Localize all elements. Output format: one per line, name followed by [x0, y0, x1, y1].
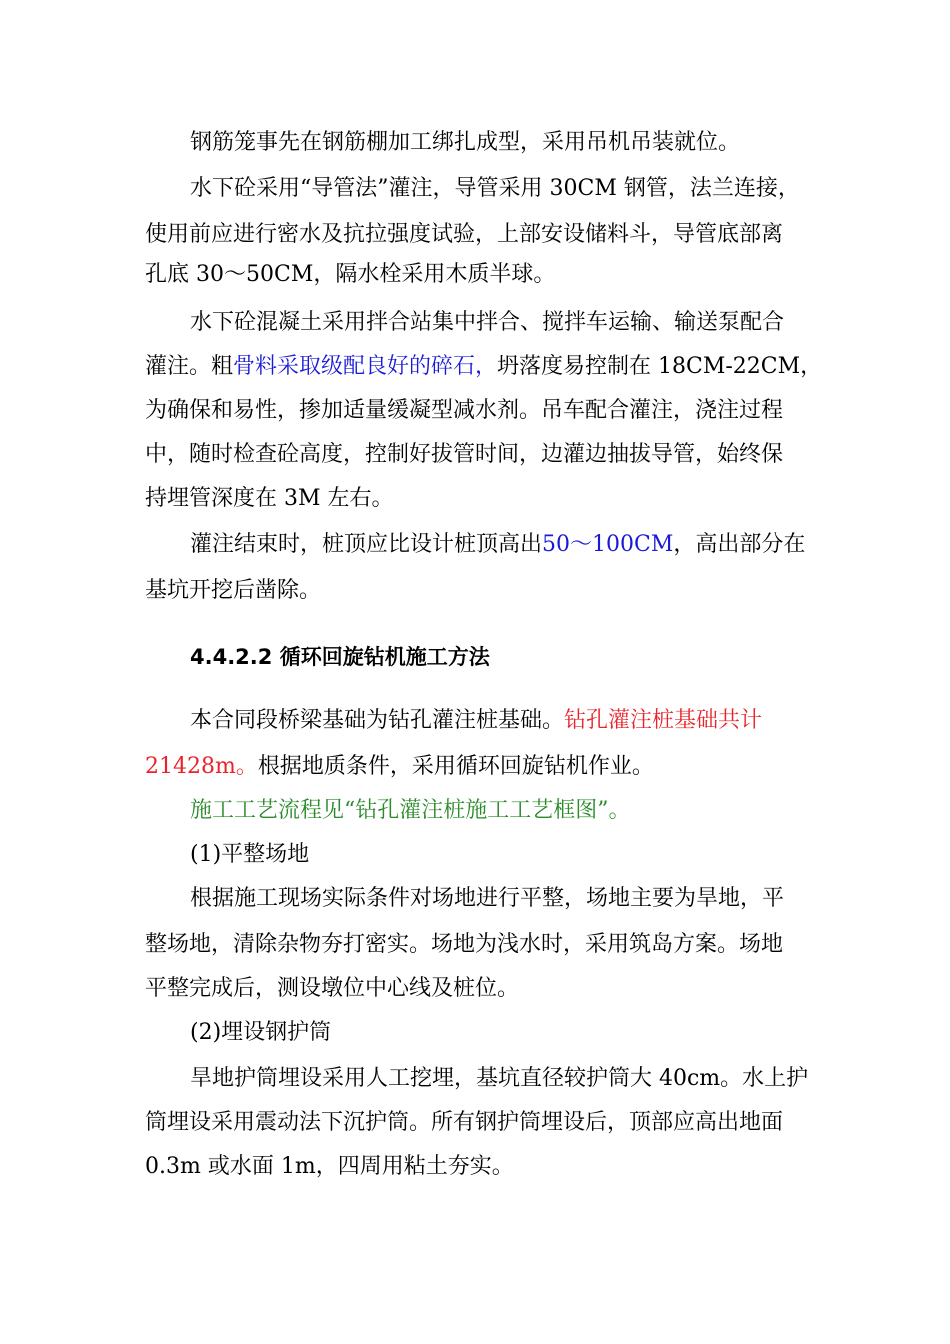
para-contract-line-2: [145, 752, 654, 782]
concrete-text-a: 灌注。粗: [145, 354, 234, 379]
para-pile-top-line-2: 基坑开挖后凿除。: [145, 578, 322, 603]
para-concrete-line-4: 中，随时检查砼高度，控制好拔管时间，边灌边抽拔导管，始终保: [145, 442, 784, 467]
para-pile-top-line-1: [190, 530, 805, 560]
contract-text-b: 根据地质条件，采用循环回旋钻机作业。: [257, 754, 654, 779]
para-concrete-line-2: [145, 352, 822, 382]
concrete-text-c: 坍落度易控制在 18CM-22CM，: [497, 354, 823, 379]
total-highlight-a: 钻孔灌注桩基础共计: [564, 708, 763, 733]
para-tremie-line-3: 孔底 30～50CM，隔水栓采用木质半球。: [145, 262, 556, 287]
para-concrete-line-1: 水下砼混凝土采用拌合站集中拌合、搅拌车运输、输送泵配合: [190, 310, 785, 335]
para-casing-line-1: 旱地护筒埋设采用人工挖埋，基坑直径较护筒大 40cm。水上护: [190, 1066, 809, 1091]
pile-top-text-a: 灌注结束时，桩顶应比设计桩顶高出: [190, 532, 543, 557]
para-casing-line-2: 筒埋设采用震动法下沉护筒。所有钢护筒埋设后，顶部应高出地面: [145, 1110, 784, 1135]
height-highlight: 50～100CM: [542, 532, 674, 557]
contract-text-a: 本合同段桥梁基础为钻孔灌注桩基础。: [190, 708, 565, 733]
para-tremie-line-1: 水下砼采用“导管法”灌注，导管采用 30CM 钢管，法兰连接，: [190, 176, 800, 201]
para-concrete-line-5: 持埋管深度在 3M 左右。: [145, 486, 394, 511]
para-casing-line-3: 0.3m 或水面 1m，四周用粘土夯实。: [145, 1154, 514, 1179]
para-site-line-3: 平整完成后，测设墩位中心线及桩位。: [145, 976, 520, 1001]
para-concrete-line-3: 为确保和易性，掺加适量缓凝型减水剂。吊车配合灌注，浇注过程: [145, 398, 784, 423]
para-site-line-2: 整场地，清除杂物夯打密实。场地为浅水时，采用筑岛方案。场地: [145, 932, 784, 957]
aggregate-highlight: 骨料采取级配良好的碎石，: [233, 354, 498, 379]
para-site-line-1: 根据施工现场实际条件对场地进行平整，场地主要为旱地，平: [190, 886, 785, 911]
section-heading: 4.4.2.2 循环回旋钻机施工方法: [190, 645, 490, 669]
pile-top-text-c: ，高出部分在: [673, 532, 806, 557]
total-highlight-b: 21428m。: [145, 754, 258, 779]
para-rebar-cage: 钢筋笼事先在钢筋棚加工绑扎成型，采用吊机吊装就位。: [190, 130, 741, 155]
subsection-2-title: (2)埋设钢护筒: [190, 1020, 332, 1045]
subsection-1-title: (1)平整场地: [190, 842, 310, 867]
para-tremie-line-2: 使用前应进行密水及抗拉强度试验，上部安设储料斗，导管底部离: [145, 222, 784, 247]
para-contract-line-1: [190, 706, 762, 736]
para-flowchart-ref: 施工工艺流程见“钻孔灌注桩施工工艺框图”。: [190, 798, 631, 823]
